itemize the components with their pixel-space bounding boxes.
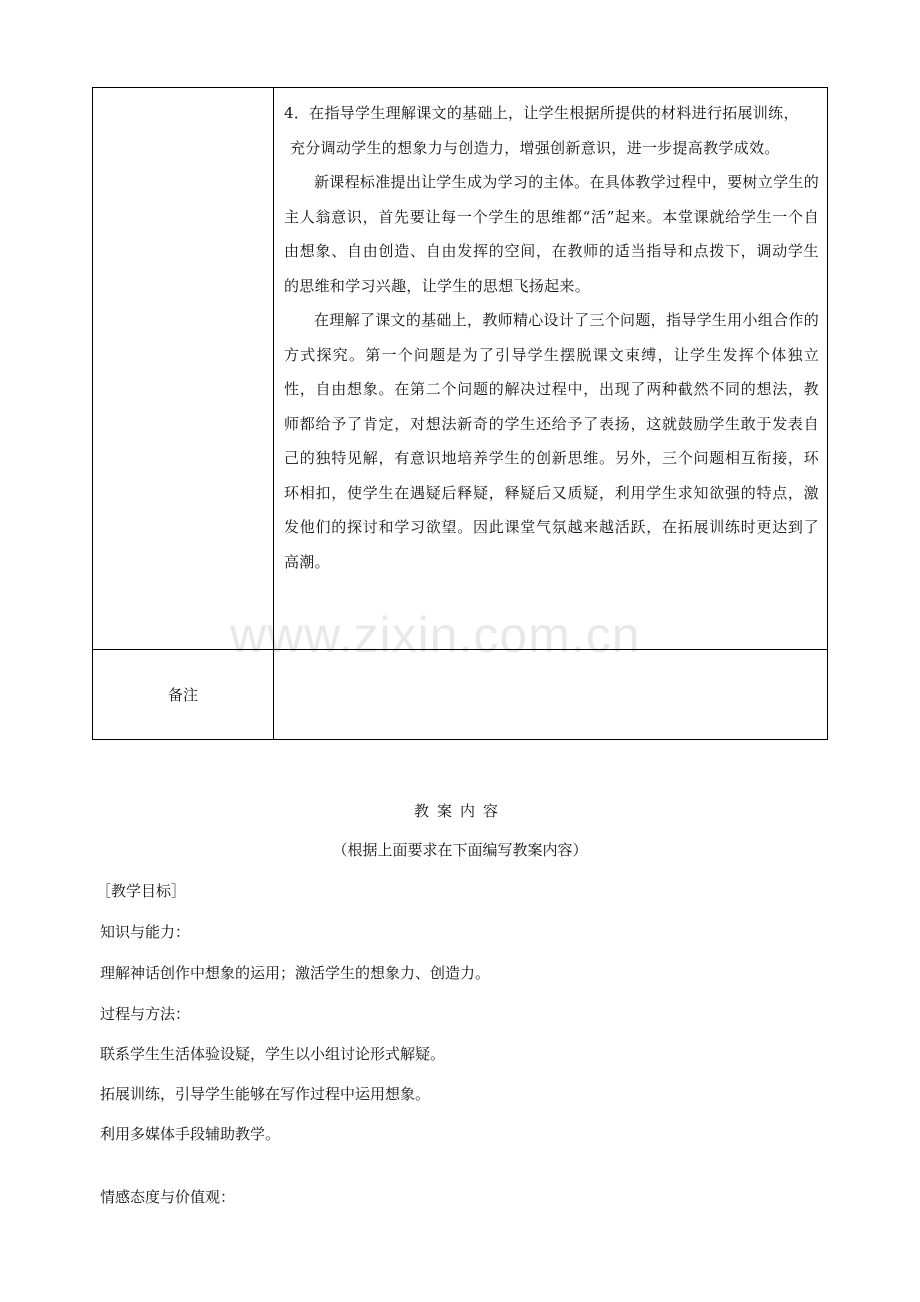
knowledge-text: 理解神话创作中想象的运用；激活学生的想象力、创造力。 — [100, 964, 491, 982]
reflection-label-cell — [93, 88, 274, 650]
reflection-paragraph-2: 在理解了课文的基础上，教师精心设计了三个问题，指导学生用小组合作的方式探究。第一个问题是为了引导学生摆脱课文束缚，让学生发挥个体独立性，自由想象。在第二个问题的解决过程中，出现了两种截然不同的想法，教师都给予了肯定，对想法新奇的学生还给予了表扬，这就鼓励学生敢于发表自己的独特见解，有意识地培养学生的创新思维。另外，三个问题相互衔接，环环相扣，使学生在遇疑后释疑，释疑后又质疑，利用学生求知欲强的特点，激发他们的探讨和学习欲望。因此课堂气氛越来越活跃，在拓展训练时更达到了高潮。 — [284, 311, 819, 571]
remarks-value-cell — [274, 650, 828, 740]
item-4-continuation: 充分调动学生的想象力与创造力，增强创新意识，进一步提高教学成效。 — [290, 138, 780, 157]
objectives-header: ［教学目标］ — [96, 882, 187, 900]
reflection-content-cell — [274, 88, 828, 650]
reflection-row — [93, 88, 828, 650]
knowledge-header: 知识与能力： — [100, 923, 191, 941]
lesson-evaluation-table — [92, 87, 828, 740]
lesson-content-title: 教案内容 — [413, 802, 506, 820]
process-item-3: 利用多媒体手段辅助教学。 — [100, 1125, 281, 1143]
process-header: 过程与方法： — [100, 1005, 191, 1023]
process-item-1: 联系学生生活体验设疑，学生以小组讨论形式解疑。 — [100, 1045, 446, 1063]
reflection-paragraph-1: 新课程标准提出让学生成为学习的主体。在具体教学过程中，要树立学生的主人翁意识，首先要让每一个学生的思维都“活”起来。本堂课就给学生一个自由想象、自由创造、自由发挥的空间，在教师的适当指导和点拨下，调动学生的思维和学习兴趣，让学生的思想飞扬起来。 — [284, 173, 819, 295]
lesson-content-subtitle: （根据上面要求在下面编写教案内容） — [332, 841, 588, 859]
process-item-2: 拓展训练，引导学生能够在写作过程中运用想象。 — [100, 1085, 431, 1103]
emotion-header: 情感态度与价值观： — [100, 1188, 236, 1206]
remarks-row — [93, 650, 828, 740]
item-4-text: 4．在指导学生理解课文的基础上，让学生根据所提供的材料进行拓展训练， — [284, 104, 799, 122]
remarks-label: 备注 — [93, 650, 274, 740]
watermark-text: www.zixin.com.cn — [230, 607, 641, 663]
